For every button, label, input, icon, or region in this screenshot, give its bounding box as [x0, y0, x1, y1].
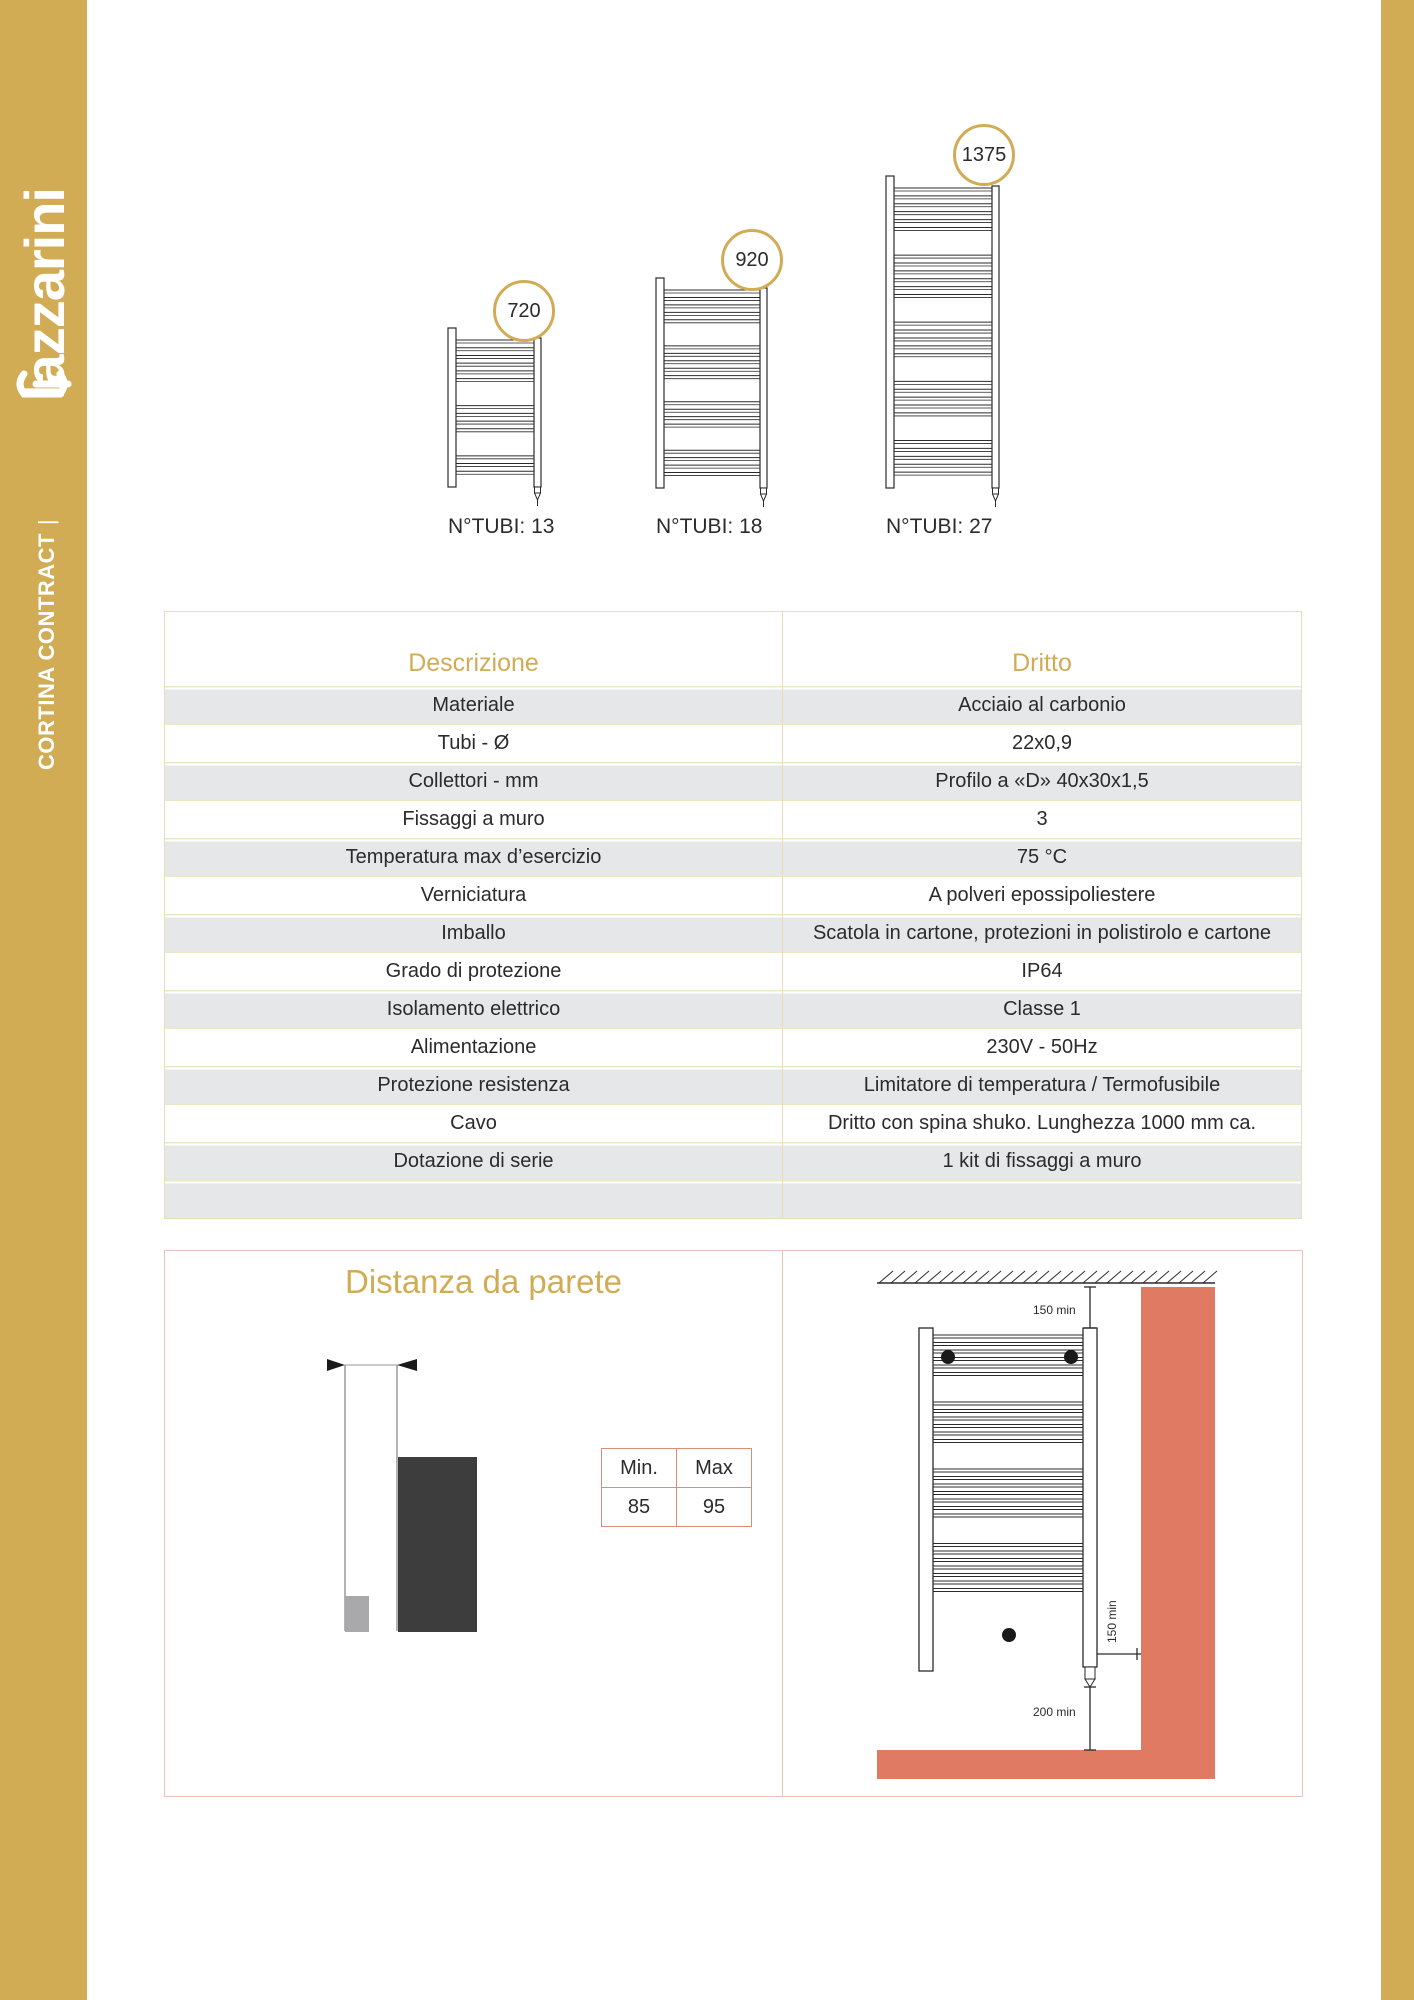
spec-row — [165, 991, 1302, 1029]
side-clearance-label: 150 min — [1105, 1600, 1119, 1643]
distance-values-table — [601, 1448, 752, 1527]
top-clearance-label: 150 min — [1033, 1303, 1076, 1317]
spec-label: Dotazione di serie — [165, 1143, 783, 1181]
model-height-value: 1375 — [961, 143, 1007, 166]
spec-value: 75 °C — [783, 839, 1302, 877]
spec-row — [165, 877, 1302, 915]
wall-bracket-icon — [1002, 1628, 1016, 1642]
spec-row — [165, 839, 1302, 877]
spec-row — [165, 1029, 1302, 1067]
spec-label: Grado di protezione — [165, 953, 783, 991]
svg-text:lazzarini: lazzarini — [13, 188, 76, 400]
model-height-badge — [721, 229, 783, 291]
floor-clearance-label: 200 min — [1033, 1705, 1076, 1719]
spec-label: Alimentazione — [165, 1029, 783, 1067]
spec-value: 22x0,9 — [783, 725, 1302, 763]
spec-row — [165, 1067, 1302, 1105]
distance-max-value: 95 — [677, 1488, 752, 1527]
distance-title: Distanza da parete — [345, 1263, 623, 1300]
spec-spacer-row — [165, 1181, 1302, 1219]
wall-distance-diagram — [327, 1359, 477, 1632]
model-height-value: 720 — [507, 299, 541, 322]
spec-label: Isolamento elettrico — [165, 991, 783, 1029]
spec-label: Protezione resistenza — [165, 1067, 783, 1105]
spec-row — [165, 1105, 1302, 1143]
spec-label: Tubi - Ø — [165, 725, 783, 763]
spec-empty-cell — [165, 1181, 783, 1219]
radiator-drawing — [448, 328, 541, 506]
spec-row — [165, 725, 1302, 763]
spec-value: Limitatore di temperatura / Termofusibile — [783, 1067, 1302, 1105]
spec-row — [165, 953, 1302, 991]
distance-max-header: Max — [677, 1449, 752, 1488]
spec-label: Collettori - mm — [165, 763, 783, 801]
spec-label: Temperatura max d’esercizio — [165, 839, 783, 877]
models-svg — [0, 0, 1414, 560]
distance-value-row — [602, 1488, 752, 1527]
series-separator: | — [34, 518, 59, 526]
spec-value: Profilo a «D» 40x30x1,5 — [783, 763, 1302, 801]
dimension-arrow-icon — [397, 1359, 417, 1371]
spec-row — [165, 801, 1302, 839]
spec-value: Dritto con spina shuko. Lunghezza 1000 mm ca. — [783, 1105, 1302, 1143]
radiator-drawing — [886, 176, 999, 507]
spec-label: Verniciatura — [165, 877, 783, 915]
spec-row — [165, 1143, 1302, 1181]
spec-header-description: Descrizione — [165, 612, 783, 687]
dimension-arrow-icon — [327, 1359, 345, 1371]
model-tube-count: N°TUBI: 27 — [886, 515, 993, 538]
model-height-value: 920 — [735, 248, 769, 271]
models-illustration — [0, 0, 1414, 560]
spec-value: 230V - 50Hz — [783, 1029, 1302, 1067]
spec-row — [165, 763, 1302, 801]
wall-bracket-icon — [941, 1350, 955, 1364]
spec-label: Fissaggi a muro — [165, 801, 783, 839]
wall-bracket-icon — [1064, 1350, 1078, 1364]
spec-body — [165, 687, 1302, 1219]
distance-panel — [164, 1250, 1303, 1797]
installation-diagram — [877, 1271, 1217, 1779]
spec-value: Scatola in cartone, protezioni in polistirolo e cartone — [783, 915, 1302, 953]
model-tube-count: N°TUBI: 18 — [656, 515, 763, 538]
floor — [877, 1750, 1215, 1779]
spec-empty-cell — [783, 1181, 1302, 1219]
model-tube-count: N°TUBI: 13 — [448, 515, 555, 538]
wall-block — [398, 1457, 477, 1632]
spec-header-row — [165, 612, 1302, 687]
model-height-badge — [953, 124, 1015, 186]
spec-value: 3 — [783, 801, 1302, 839]
model-height-badge — [493, 280, 555, 342]
spec-value: IP64 — [783, 953, 1302, 991]
spec-row — [165, 687, 1302, 725]
spec-header-straight: Dritto — [783, 612, 1302, 687]
series-name: CORTINA CONTRACT — [34, 533, 59, 770]
distance-min-value: 85 — [602, 1488, 677, 1527]
side-wall — [1141, 1287, 1215, 1779]
distance-header-row — [602, 1449, 752, 1488]
spec-row — [165, 915, 1302, 953]
spec-value: A polveri epossipoliestere — [783, 877, 1302, 915]
spec-table — [164, 611, 1302, 1219]
distance-min-header: Min. — [602, 1449, 677, 1488]
spec-value: Classe 1 — [783, 991, 1302, 1029]
spec-label: Cavo — [165, 1105, 783, 1143]
spec-label: Materiale — [165, 687, 783, 725]
radiator-drawing — [656, 278, 767, 507]
spec-value: 1 kit di fissaggi a muro — [783, 1143, 1302, 1181]
spec-label: Imballo — [165, 915, 783, 953]
spec-value: Acciaio al carbonio — [783, 687, 1302, 725]
